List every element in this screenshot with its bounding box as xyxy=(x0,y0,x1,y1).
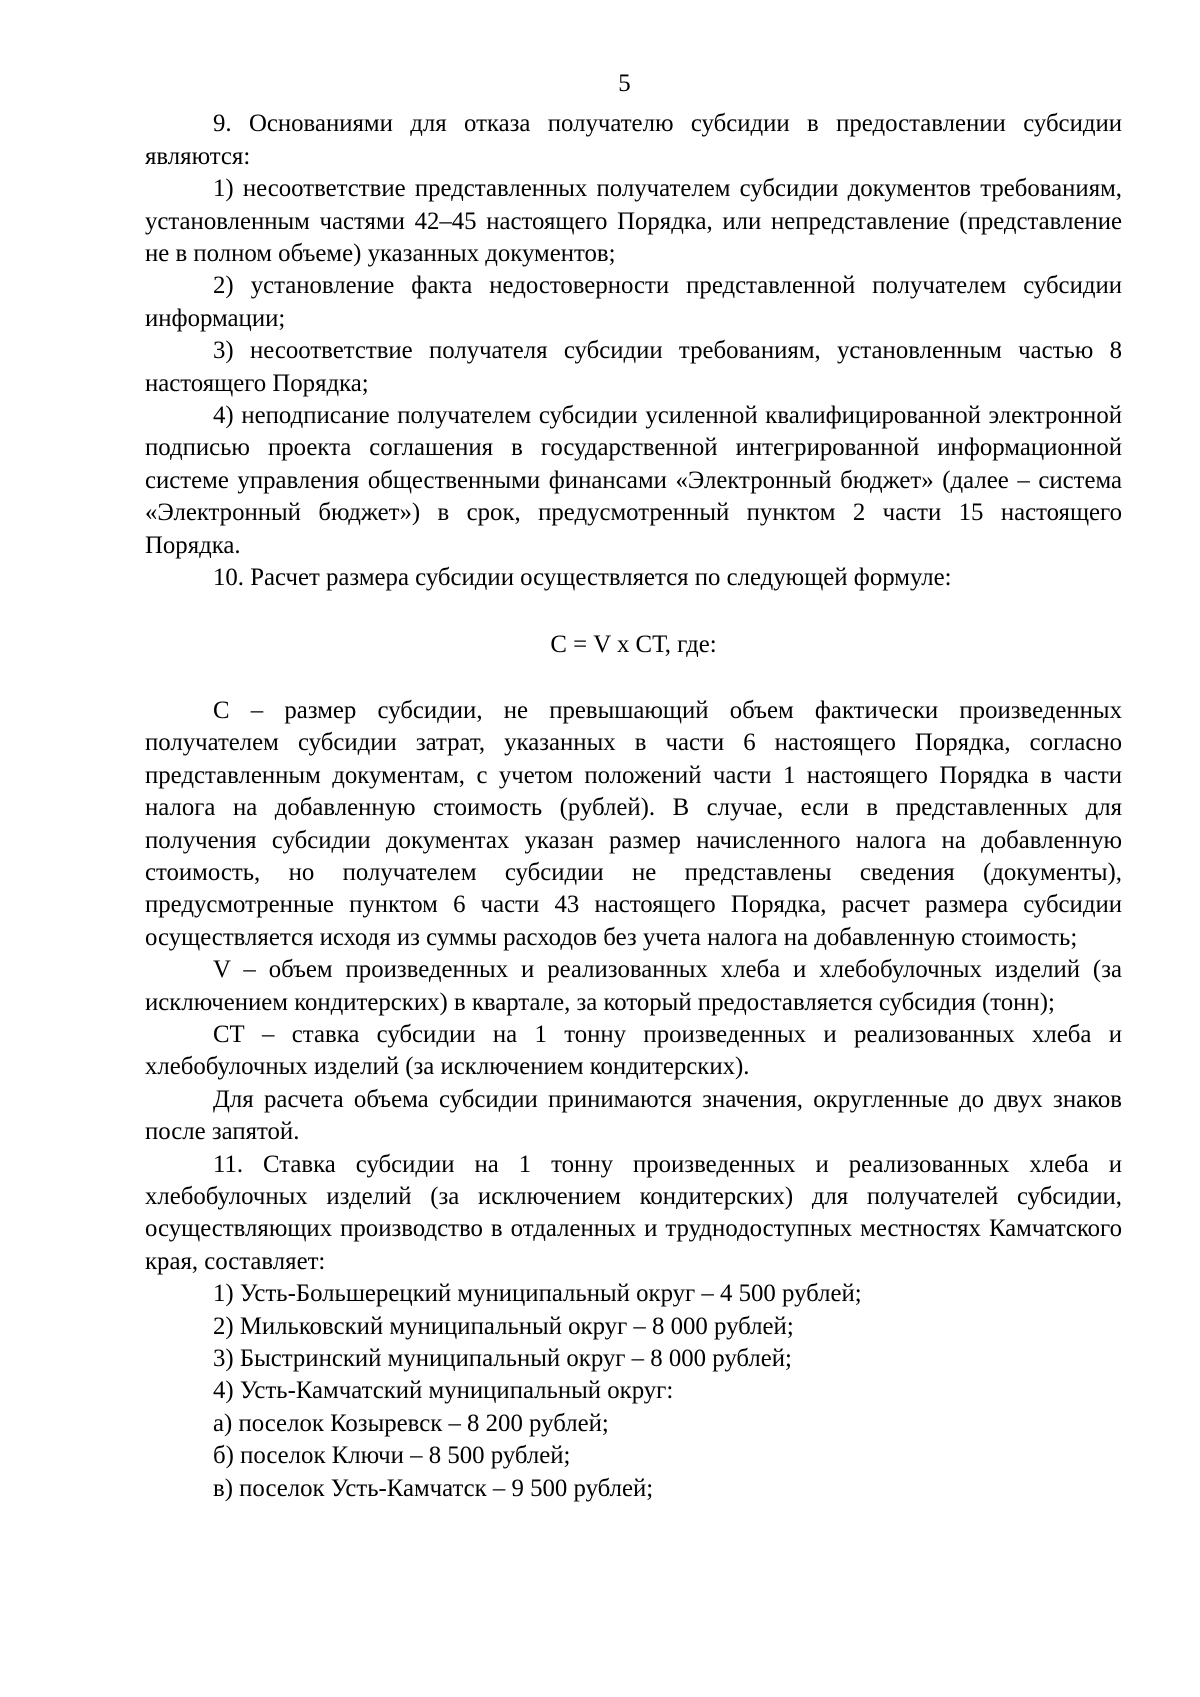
rate-list-item: 3) Быстринский муниципальный округ – 8 000 рублей; xyxy=(213,1345,792,1373)
rounding-note: Для расчета объема субсидии принимаются значения, округленные до двух знаков после запятой. xyxy=(145,1085,1122,1146)
paragraph-9-item-2: 2) установление факта недостоверности представленной получателем субсидии информации; xyxy=(145,272,1122,332)
subsidy-formula: С = V x СТ, где: xyxy=(550,630,717,658)
rate-list-subitem: в) поселок Усть-Камчатск – 9 500 рублей; xyxy=(213,1474,654,1502)
rate-list-item: 4) Усть-Камчатский муниципальный округ: xyxy=(213,1377,674,1405)
paragraph-11-intro: 11. Ставка субсидии на 1 тонну произведенных и реализованных хлеба и хлебобулочных изделий (за исключением кондитерских) для получателей субсидии, осуществляющих производство в отдаленных и труднодоступных местностях Камчатского края, составляет: xyxy=(145,1150,1122,1275)
paragraph-9-intro: 9. Основаниями для отказа получателю субсидии в предоставлении субсидии являются: xyxy=(145,110,1122,170)
rate-list-subitem: б) поселок Ключи – 8 500 рублей; xyxy=(213,1442,571,1470)
paragraph-9-item-4: 4) неподписание получателем субсидии усиленной квалифицированной электронной подписью проекта соглашения в государственной интегрированной информационной системе управления общественными финансами «Электронный бюджет» (далее – система «Электронный бюджет») в срок, предусмотренный пунктом 2 части 15 настоящего Порядка. xyxy=(145,402,1122,559)
rate-list-subitem: а) поселок Козыревск – 8 200 рублей; xyxy=(213,1409,609,1437)
rate-list-item: 2) Мильковский муниципальный округ – 8 000 рублей; xyxy=(213,1312,794,1340)
paragraph-10-intro: 10. Расчет размера субсидии осуществляется по следующей формуле: xyxy=(213,564,952,592)
definition-c: С – размер субсидии, не превышающий объем фактически произведенных получателем субсидии затрат, указанных в части 6 настоящего Порядка, согласно представленным документам, с учетом положений части 1 настоящего Порядка в части налога на добавленную стоимость (рублей). В случае, если в представленных для получения субсидии документах указан размер начисленного налога на добавленную стоимость, но получателем субсидии не представлены сведения (документы), предусмотренные пунктом 6 части 43 настоящего Порядка, расчет размера субсидии осуществляется исходя из суммы расходов без учета налога на добавленную стоимость; xyxy=(145,696,1122,951)
definition-v: V – объем произведенных и реализованных хлеба и хлебобулочных изделий (за исключением кондитерских) в квартале, за который предоставляется субсидия (тонн); xyxy=(145,956,1122,1016)
page-number: 5 xyxy=(618,70,631,97)
paragraph-9-item-1: 1) несоответствие представленных получателем субсидии документов требованиям, установленным частями 42–45 настоящего Порядка, или непредставление (представление не в полном объеме) указанных документов; xyxy=(145,175,1122,268)
rate-list-item: 1) Усть-Большерецкий муниципальный округ – 4 500 рублей; xyxy=(213,1280,862,1308)
paragraph-9-item-3: 3) несоответствие получателя субсидии требованиям, установленным частью 8 настоящего Порядка; xyxy=(145,337,1122,397)
definition-ct: СТ – ставка субсидии на 1 тонну произведенных и реализованных хлеба и хлебобулочных изделий (за исключением кондитерских). xyxy=(145,1020,1122,1081)
